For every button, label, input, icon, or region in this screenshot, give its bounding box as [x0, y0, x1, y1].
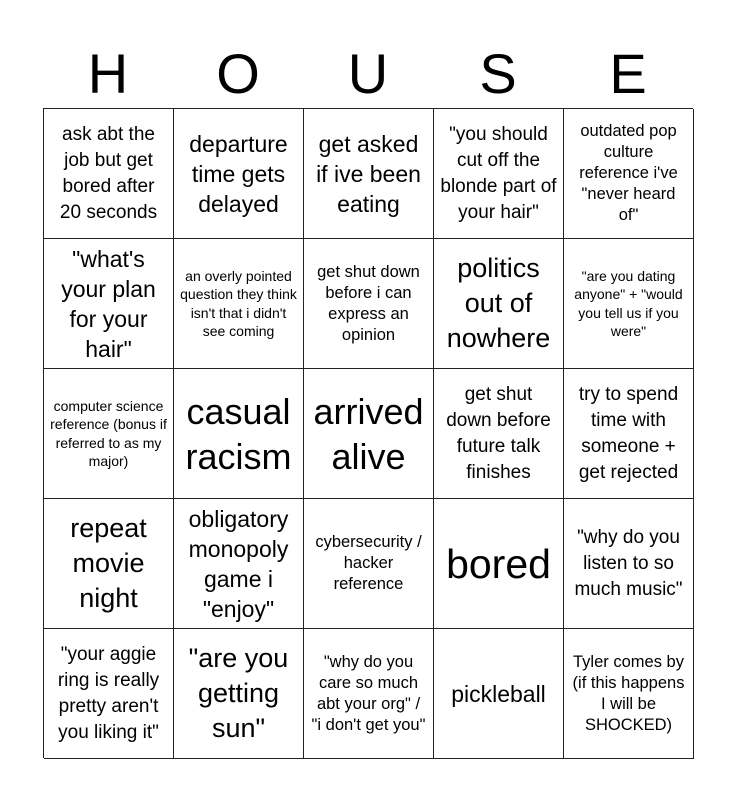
bingo-cell-text: computer science reference (bonus if referred to as my major)	[50, 397, 167, 469]
bingo-cell-text: casual racism	[185, 390, 292, 477]
bingo-cell[interactable]	[304, 109, 434, 239]
header-letter-o: O	[216, 42, 260, 105]
bingo-cell[interactable]	[564, 239, 694, 369]
bingo-cell[interactable]	[434, 499, 564, 629]
bingo-cell-text: "why do you listen to so much music"	[574, 526, 683, 600]
bingo-cell[interactable]	[174, 629, 304, 759]
bingo-cell-text: obligatory monopoly game i "enjoy"	[188, 505, 289, 622]
bingo-cell-text: "are you getting sun"	[188, 643, 289, 743]
bingo-cell[interactable]	[564, 629, 694, 759]
bingo-cell[interactable]	[304, 629, 434, 759]
header-letter-u: U	[347, 42, 389, 105]
header-letter-e: E	[609, 42, 647, 105]
bingo-cell-text: bored	[446, 540, 551, 587]
bingo-cell-text: "your aggie ring is really pretty aren't you liking it"	[57, 643, 160, 743]
header-letter-h: H	[87, 42, 129, 105]
bingo-cell-text: outdated pop culture reference i've "never heard of"	[579, 122, 678, 224]
bingo-cell[interactable]	[44, 629, 174, 759]
bingo-board	[43, 108, 693, 758]
bingo-cell[interactable]	[174, 499, 304, 629]
bingo-cell[interactable]	[44, 109, 174, 239]
bingo-cell[interactable]	[434, 109, 564, 239]
bingo-cell-text: "you should cut off the blonde part of your hair"	[440, 123, 557, 223]
bingo-cell-text: "what's your plan for your hair"	[61, 245, 156, 362]
header-letter-s: S	[479, 42, 517, 105]
bingo-cell[interactable]	[304, 499, 434, 629]
bingo-cell[interactable]	[564, 499, 694, 629]
bingo-cell[interactable]	[304, 369, 434, 499]
bingo-cell[interactable]	[44, 369, 174, 499]
bingo-cell-text: an overly pointed question they think isn't that i didn't see coming	[180, 267, 297, 339]
bingo-cell-text: "are you dating anyone" + "would you tell us if you were"	[574, 267, 683, 339]
bingo-cell-text: get asked if ive been eating	[316, 130, 421, 217]
bingo-cell-text: get shut down before i can express an opinion	[317, 262, 420, 344]
bingo-cell-text: cybersecurity / hacker reference	[315, 533, 422, 593]
bingo-cell[interactable]	[564, 109, 694, 239]
bingo-cell-text: "why do you care so much abt your org" / "i don't get you"	[311, 652, 426, 734]
bingo-cell-text: ask abt the job but get bored after 20 seconds	[59, 123, 158, 223]
bingo-cell[interactable]	[434, 369, 564, 499]
bingo-cell-text: try to spend time with someone + get rejected	[578, 383, 679, 483]
bingo-cell-text: politics out of nowhere	[446, 253, 551, 353]
bingo-cell[interactable]	[174, 369, 304, 499]
bingo-cell-text: Tyler comes by (if this happens I will be SHOCKED)	[572, 652, 685, 734]
bingo-cell-text: get shut down before future talk finishes	[446, 383, 551, 483]
bingo-cell-text: pickleball	[451, 680, 546, 707]
bingo-cell[interactable]	[434, 239, 564, 369]
bingo-cell-text: departure time gets delayed	[189, 130, 288, 217]
bingo-cell[interactable]	[564, 369, 694, 499]
bingo-cell[interactable]	[44, 239, 174, 369]
bingo-cell-text: arrived alive	[313, 390, 424, 477]
bingo-cell[interactable]	[174, 239, 304, 369]
bingo-cell[interactable]	[174, 109, 304, 239]
bingo-cell[interactable]	[434, 629, 564, 759]
bingo-cell[interactable]	[304, 239, 434, 369]
bingo-cell[interactable]	[44, 499, 174, 629]
bingo-header	[43, 40, 693, 108]
bingo-cell-text: repeat movie night	[70, 513, 147, 613]
